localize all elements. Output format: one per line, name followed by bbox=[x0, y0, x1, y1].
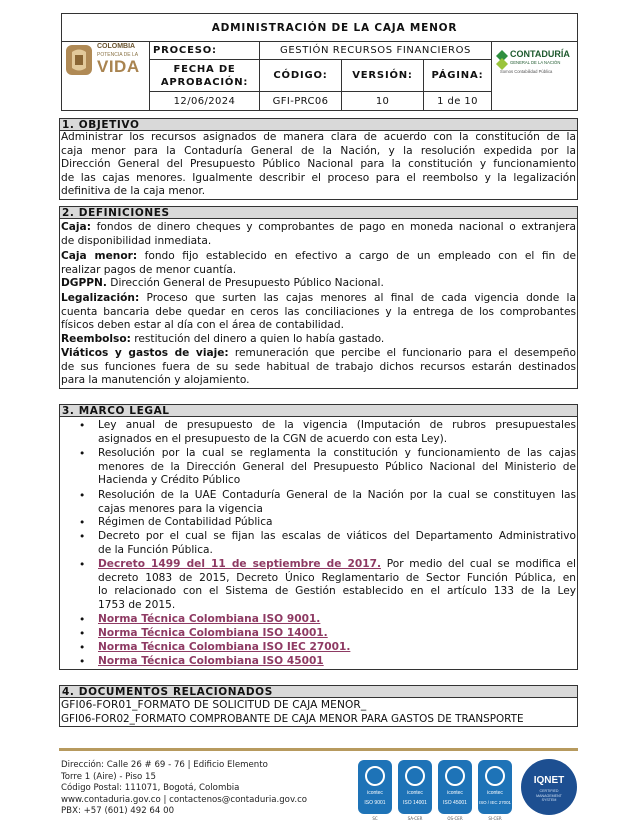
definicion-caja-menor bbox=[61, 250, 576, 264]
footer-tower: Torre 1 (Aire) - Piso 15 bbox=[61, 771, 156, 782]
codigo-label: CÓDIGO: bbox=[260, 60, 342, 92]
definicion-text: fondos de dinero cheques y comprobantes de pago en moneda nacional o extranjera bbox=[90, 221, 576, 233]
definicion-text: para la manutención y alojamiento. bbox=[61, 374, 250, 387]
marco-item-text: de la Función Pública. bbox=[98, 543, 213, 556]
icontec-iso27001-badge bbox=[478, 760, 512, 814]
cert-brand: icontec bbox=[487, 790, 503, 796]
cert-standard: ISO / IEC 27001 bbox=[479, 800, 511, 805]
bullet-icon: • bbox=[79, 531, 86, 543]
bullet-icon: • bbox=[79, 559, 86, 571]
decreto-1499-link[interactable]: Decreto 1499 del 11 de septiembre de 2017. bbox=[98, 558, 381, 570]
contaduria-logo-icon bbox=[495, 49, 509, 71]
footer-web-email[interactable]: www.contaduria.gov.co | contactenos@contaduria.gov.co bbox=[61, 794, 308, 805]
definicion-viaticos bbox=[61, 347, 576, 361]
iso-9001-link[interactable]: Norma Técnica Colombiana ISO 9001. bbox=[98, 613, 321, 625]
contaduria-logo bbox=[495, 45, 575, 81]
colombia-logo-icon bbox=[64, 43, 94, 77]
iso-27001-link[interactable]: Norma Técnica Colombiana ISO IEC 27001. bbox=[98, 641, 351, 653]
cert-standard: ISO 45001 bbox=[443, 800, 467, 806]
proceso-value: GESTIÓN RECURSOS FINANCIEROS bbox=[260, 42, 492, 60]
logo-left-line1: COLOMBIA bbox=[97, 43, 136, 50]
icontec-iso14001-badge bbox=[398, 760, 432, 814]
section-definiciones-title: 2. DEFINICIONES bbox=[59, 206, 578, 219]
fecha-value: 12/06/2024 bbox=[150, 92, 260, 110]
definicion-term: Legalización: bbox=[61, 292, 140, 304]
marco-item-text: asignados en el presupuesto de la CGN de acuerdo con esta Ley). bbox=[98, 432, 448, 445]
cert-brand: icontec bbox=[367, 790, 383, 796]
cert-label: SC bbox=[372, 816, 378, 821]
section-documentos-title: 4. DOCUMENTOS RELACIONADOS bbox=[59, 685, 578, 698]
definicion-text: remuneración que percibe el funcionario para el desempeño bbox=[228, 347, 577, 359]
definicion-caja bbox=[61, 221, 576, 235]
icontec-seal-icon bbox=[485, 766, 505, 786]
marco-item-text: Resolución por la cual se reglamenta la constitución y funcionamiento de las cajas bbox=[98, 447, 576, 459]
objetivo-line: definitiva de la caja menor. bbox=[61, 185, 206, 198]
definicion-dgppn bbox=[61, 277, 384, 291]
definicion-text: realizar pagos de menor cuantía. bbox=[61, 263, 237, 276]
definicion-text: de disponibilidad inmediata. bbox=[61, 234, 212, 247]
definicion-text: Proceso que surten las cajas menores al final de cada vigencia donde la bbox=[139, 292, 576, 304]
bullet-icon: • bbox=[79, 614, 86, 626]
marco-item-text: menores de la Dirección General del Presupuesto Público Nacional del Ministerio de bbox=[98, 460, 576, 473]
footer-gold-rule bbox=[59, 748, 578, 751]
bullet-icon: • bbox=[79, 656, 86, 668]
documento-item: GFI06-FOR02_FORMATO COMPROBANTE DE CAJA MENOR PARA GASTOS DE TRANSPORTE bbox=[61, 712, 524, 725]
cert-label: SI-CER bbox=[488, 816, 502, 821]
iqnet-brand: IQNET bbox=[533, 775, 565, 786]
footer-phone: PBX: +57 (601) 492 64 00 bbox=[61, 806, 175, 816]
cert-standard: ISO 9001 bbox=[364, 800, 386, 806]
objetivo-line: Dirección General del Presupuesto Público Nacional para la constitución y funcionamiento bbox=[61, 158, 576, 171]
definicion-text: cuenta bancaria debe quedar en ceros las conciliaciones y la entrega de los comprobantes bbox=[61, 305, 576, 318]
cert-label: OS-CER bbox=[447, 816, 463, 821]
logo-right-line2: GENERAL DE LA NACIÓN bbox=[510, 60, 561, 65]
documento-item: GFI06-FOR01_FORMATO DE SOLICITUD DE CAJA MENOR_ bbox=[61, 699, 367, 711]
definicion-term: Reembolso: bbox=[61, 332, 131, 345]
logo-right-line3: Somos Contabilidad Pública bbox=[500, 69, 553, 74]
cert-brand: icontec bbox=[447, 790, 463, 796]
definicion-text: fondo fijo establecido en efectivo a cargo de un empleado con el fin de bbox=[137, 250, 576, 262]
icontec-seal-icon bbox=[445, 766, 465, 786]
pagina-label: PÁGINA: bbox=[424, 60, 492, 92]
bullet-icon: • bbox=[79, 517, 86, 529]
marco-item-decreto bbox=[98, 558, 576, 572]
logo-left-line3: VIDA bbox=[97, 57, 140, 76]
bullet-icon: • bbox=[79, 448, 86, 460]
definicion-term: DGPPN. bbox=[61, 277, 107, 290]
bullet-icon: • bbox=[79, 490, 86, 502]
marco-item-text: Hacienda y Crédito Público bbox=[98, 474, 241, 487]
bullet-icon: • bbox=[79, 642, 86, 654]
marco-item-text: Ley anual de presupuesto de la vigencia (Imputación de rubros presupuestales bbox=[98, 419, 576, 431]
iso-45001-link[interactable]: Norma Técnica Colombiana ISO 45001 bbox=[98, 655, 324, 667]
marco-item-text: Por medio del cual se modifica el bbox=[380, 558, 576, 570]
definicion-text: Dirección General de Presupuesto Público Nacional. bbox=[106, 277, 384, 290]
logo-right-line1: CONTADURÍA bbox=[510, 49, 570, 59]
marco-item-text: lo relacionado con el Sistema de Gestión establecido en el artículo 133 de la Ley bbox=[98, 585, 576, 598]
marco-item-text: cajas menores para la vigencia bbox=[98, 502, 263, 515]
fecha-label bbox=[150, 60, 260, 92]
marco-item-text: Régimen de Contabilidad Pública bbox=[98, 516, 273, 528]
cert-label: SA-CER bbox=[407, 816, 423, 821]
footer-postal: Código Postal: 111071, Bogotá, Colombia bbox=[61, 783, 240, 793]
section-objetivo-title: 1. OBJETIVO bbox=[59, 118, 578, 131]
document-title: ADMINISTRACIÓN DE LA CAJA MENOR bbox=[62, 14, 577, 42]
icontec-iso45001-badge bbox=[438, 760, 472, 814]
definicion-term: Viáticos y gastos de viaje: bbox=[61, 347, 229, 359]
icontec-seal-icon bbox=[405, 766, 425, 786]
proceso-label: PROCESO: bbox=[150, 42, 260, 60]
iqnet-subtitle: CERTIFIED MANAGEMENT SYSTEM bbox=[536, 789, 562, 802]
marco-item-text: decreto 1083 de 2015, Decreto Único Reglamentario de Sector Función Pública, en bbox=[98, 571, 576, 584]
definicion-text: físicos deben estar al día con el área de contabilidad. bbox=[61, 319, 344, 332]
colombia-potencia-vida-logo bbox=[64, 40, 148, 80]
fecha-label-line1: FECHA DE bbox=[173, 63, 236, 75]
iqnet-badge bbox=[521, 759, 577, 815]
definicion-term: Caja menor: bbox=[61, 250, 138, 262]
icontec-seal-icon bbox=[365, 766, 385, 786]
marco-item-text: Decreto por el cual se fijan las escalas de viáticos del Departamento Administrativo bbox=[98, 530, 576, 542]
cert-standard: ISO 14001 bbox=[403, 800, 427, 806]
icontec-iso9001-badge bbox=[358, 760, 392, 814]
version-label: VERSIÓN: bbox=[342, 60, 424, 92]
cert-brand: icontec bbox=[407, 790, 423, 796]
iso-14001-link[interactable]: Norma Técnica Colombiana ISO 14001. bbox=[98, 627, 328, 639]
section-marco-title: 3. MARCO LEGAL bbox=[59, 404, 578, 417]
version-value: 10 bbox=[342, 92, 424, 110]
codigo-value: GFI-PRC06 bbox=[260, 92, 342, 110]
objetivo-line: caja menor para la Contaduría General de la Nación, y la resolución expedida por la bbox=[61, 144, 576, 157]
definicion-text: restitución del dinero a quien lo había gastado. bbox=[130, 332, 385, 345]
bullet-icon: • bbox=[79, 420, 86, 432]
bullet-icon: • bbox=[79, 628, 86, 640]
definicion-term: Caja: bbox=[61, 221, 91, 233]
logo-left-line2: POTENCIA DE LA bbox=[97, 52, 139, 58]
marco-item-text: Resolución de la UAE Contaduría General de la Nación por la cual se constituyen las bbox=[98, 489, 576, 501]
marco-item-text: 1753 de 2015. bbox=[98, 598, 176, 611]
fecha-label-line2: APROBACIÓN: bbox=[160, 76, 249, 88]
pagina-value: 1 de 10 bbox=[424, 92, 492, 110]
definicion-reembolso bbox=[61, 333, 384, 347]
objetivo-line: de las cajas menores. Igualmente describir el proceso para el reembolso y la legalización bbox=[61, 171, 576, 184]
definicion-legalizacion bbox=[61, 292, 576, 306]
footer-address: Dirección: Calle 26 # 69 - 76 | Edificio Elemento bbox=[61, 760, 268, 770]
objetivo-line: Administrar los recursos asignados de manera clara de acuerdo con la constitución de la bbox=[61, 131, 576, 143]
definicion-text: de sus funciones fuera de su sede habitual de trabajo dichos recursos estarán destinados bbox=[61, 360, 576, 373]
